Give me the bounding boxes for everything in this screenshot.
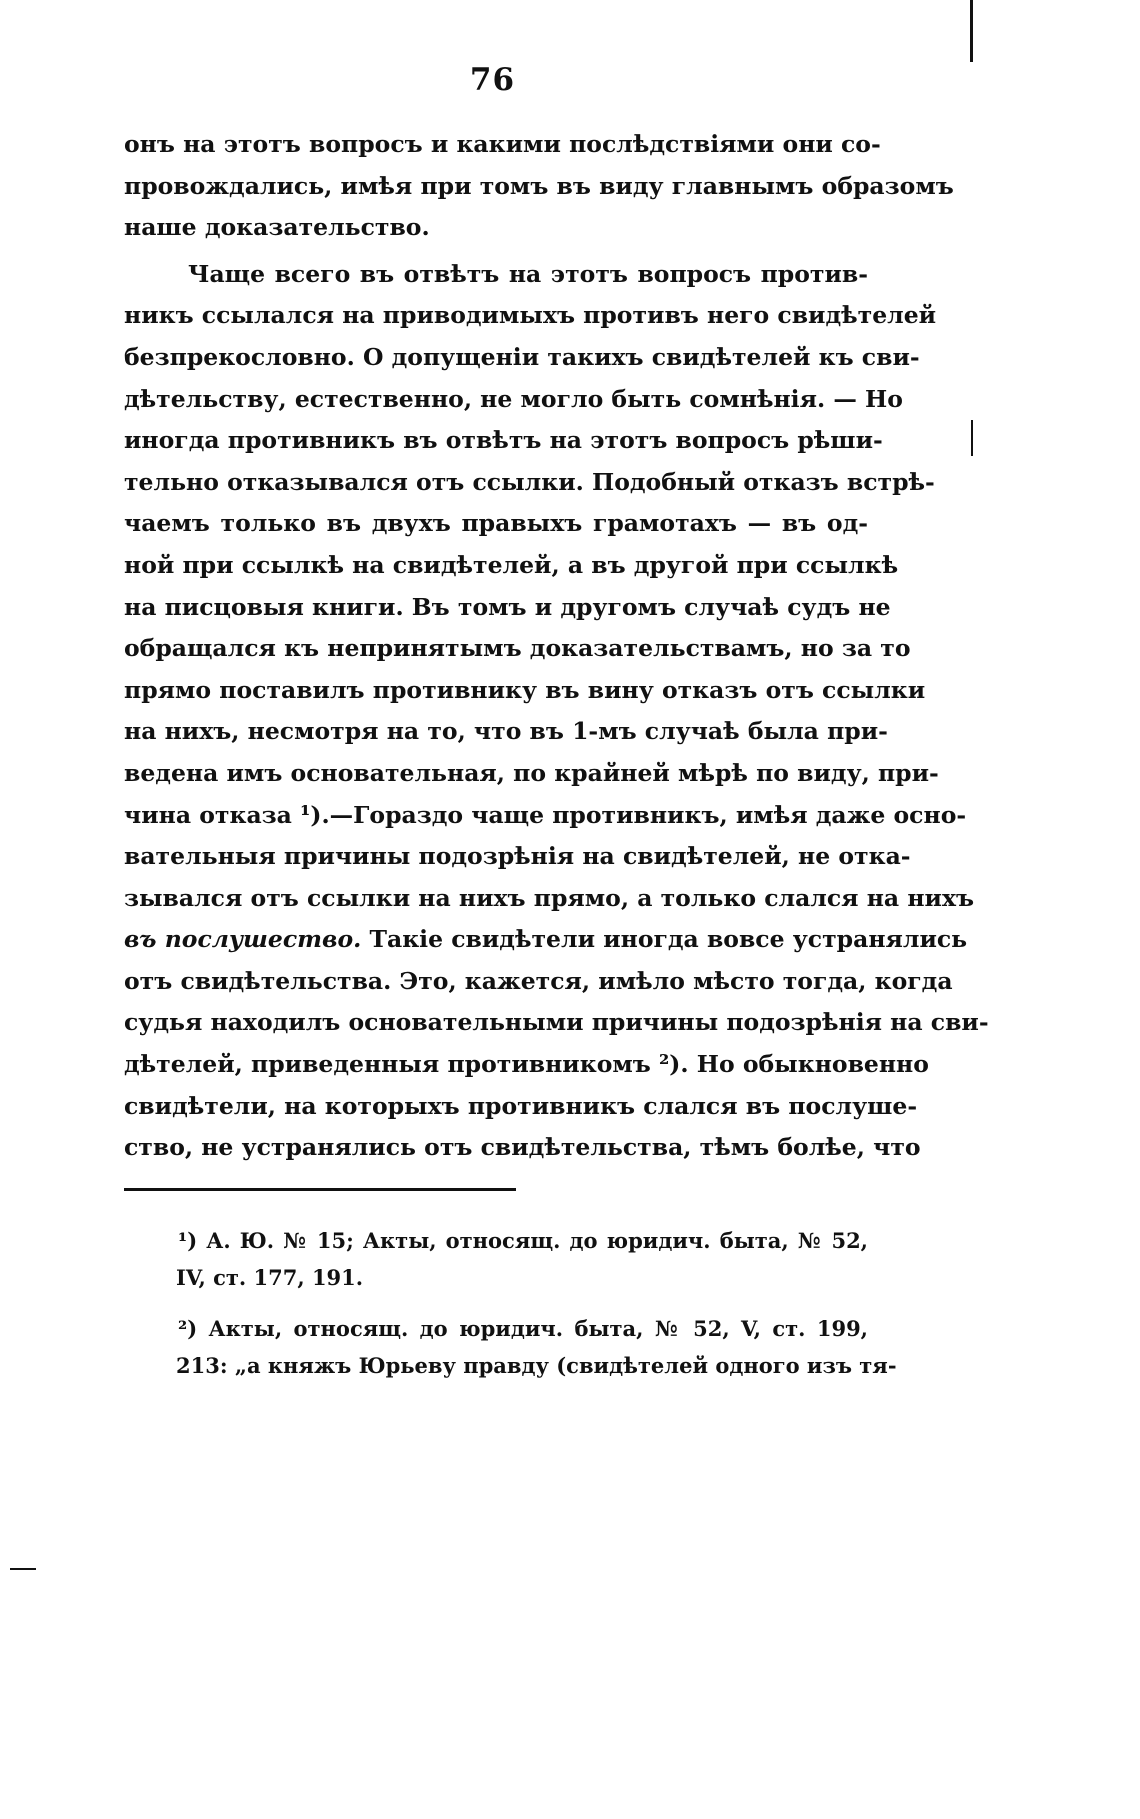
scan-edge-mark (971, 420, 973, 456)
text-line: зывался отъ ссылки на нихъ прямо, а только слался на нихъ (124, 883, 974, 912)
text-line: наше доказательство. (124, 213, 430, 242)
footnote-line: ¹) А. Ю. № 15; Акты, относящ. до юридич. быта, № 52, (178, 1228, 868, 1253)
text-line: иногда противникъ въ отвѣтъ на этотъ вопросъ рѣши- (124, 426, 883, 455)
text-line: на писцовыя книги. Въ томъ и другомъ случаѣ судъ не (124, 592, 891, 621)
text-line: на нихъ, несмотря на то, что въ 1-мъ случаѣ была при- (124, 717, 888, 746)
italic-phrase: въ послушество. (124, 925, 362, 954)
footnote-1 (178, 1222, 868, 1296)
footnote-line: IV, ст. 177, 191. (176, 1265, 364, 1290)
text-line: дѣтелей, приведенныя противникомъ ²). Но обыкновенно (124, 1050, 929, 1079)
scan-edge-mark (970, 0, 973, 62)
main-text (124, 124, 989, 1169)
text-line: тельно отказывался отъ ссылки. Подобный отказъ встрѣ- (124, 467, 935, 496)
text-line: чина отказа ¹).—Гораздо чаще противникъ, имѣя даже осно- (124, 800, 967, 829)
text-line: ведена имъ основательная, по крайней мѣрѣ по виду, при- (124, 758, 939, 787)
text-line: отъ свидѣтельства. Это, кажется, имѣло мѣсто тогда, когда (124, 966, 953, 995)
footnote-divider (124, 1188, 516, 1191)
text-line: безпрекословно. О допущеніи такихъ свидѣтелей къ сви- (124, 342, 920, 371)
text-line: судья находилъ основательными причины подозрѣнія на сви- (124, 1008, 989, 1037)
text-line: Чаще всего въ отвѣтъ на этотъ вопросъ против- (188, 259, 868, 288)
text-line: ной при ссылкѣ на свидѣтелей, а въ другой при ссылкѣ (124, 550, 899, 579)
page-number: 76 (469, 62, 516, 98)
text-line: онъ на этотъ вопросъ и какими послѣдствіями они со- (124, 130, 881, 158)
text-line: дѣтельству, естественно, не могло быть сомнѣнія. — Но (124, 384, 903, 413)
text-line: провождались, имѣя при томъ въ виду главнымъ образомъ (124, 171, 954, 200)
scan-edge-mark (10, 1568, 36, 1570)
footnote-line: 213: „а княжъ Юрьеву правду (свидѣтелей одного изъ тя- (176, 1353, 897, 1378)
text-line: прямо поставилъ противнику въ вину отказъ отъ ссылки (124, 675, 926, 704)
footnotes (176, 1222, 897, 1384)
text-line-with-italic (124, 919, 968, 961)
text-line: вательныя причины подозрѣнія на свидѣтелей, не отка- (124, 842, 911, 871)
text-line-rest: Такіе свидѣтели иногда вовсе устранялись (369, 925, 968, 954)
footnote-line: ²) Акты, относящ. до юридич. быта, № 52, V, ст. 199, (178, 1316, 868, 1341)
text-line: ство, не устранялись отъ свидѣтельства, тѣмъ болѣе, что (124, 1133, 921, 1162)
text-line: чаемъ только въ двухъ правыхъ грамотахъ — въ од- (124, 509, 868, 538)
text-line: свидѣтели, на которыхъ противникъ слался въ послуше- (124, 1091, 918, 1120)
footnote-2 (176, 1310, 897, 1384)
text-line: обращался къ непринятымъ доказательствамъ, но за то (124, 634, 911, 663)
text-line: никъ ссылался на приводимыхъ противъ него свидѣтелей (124, 301, 937, 330)
